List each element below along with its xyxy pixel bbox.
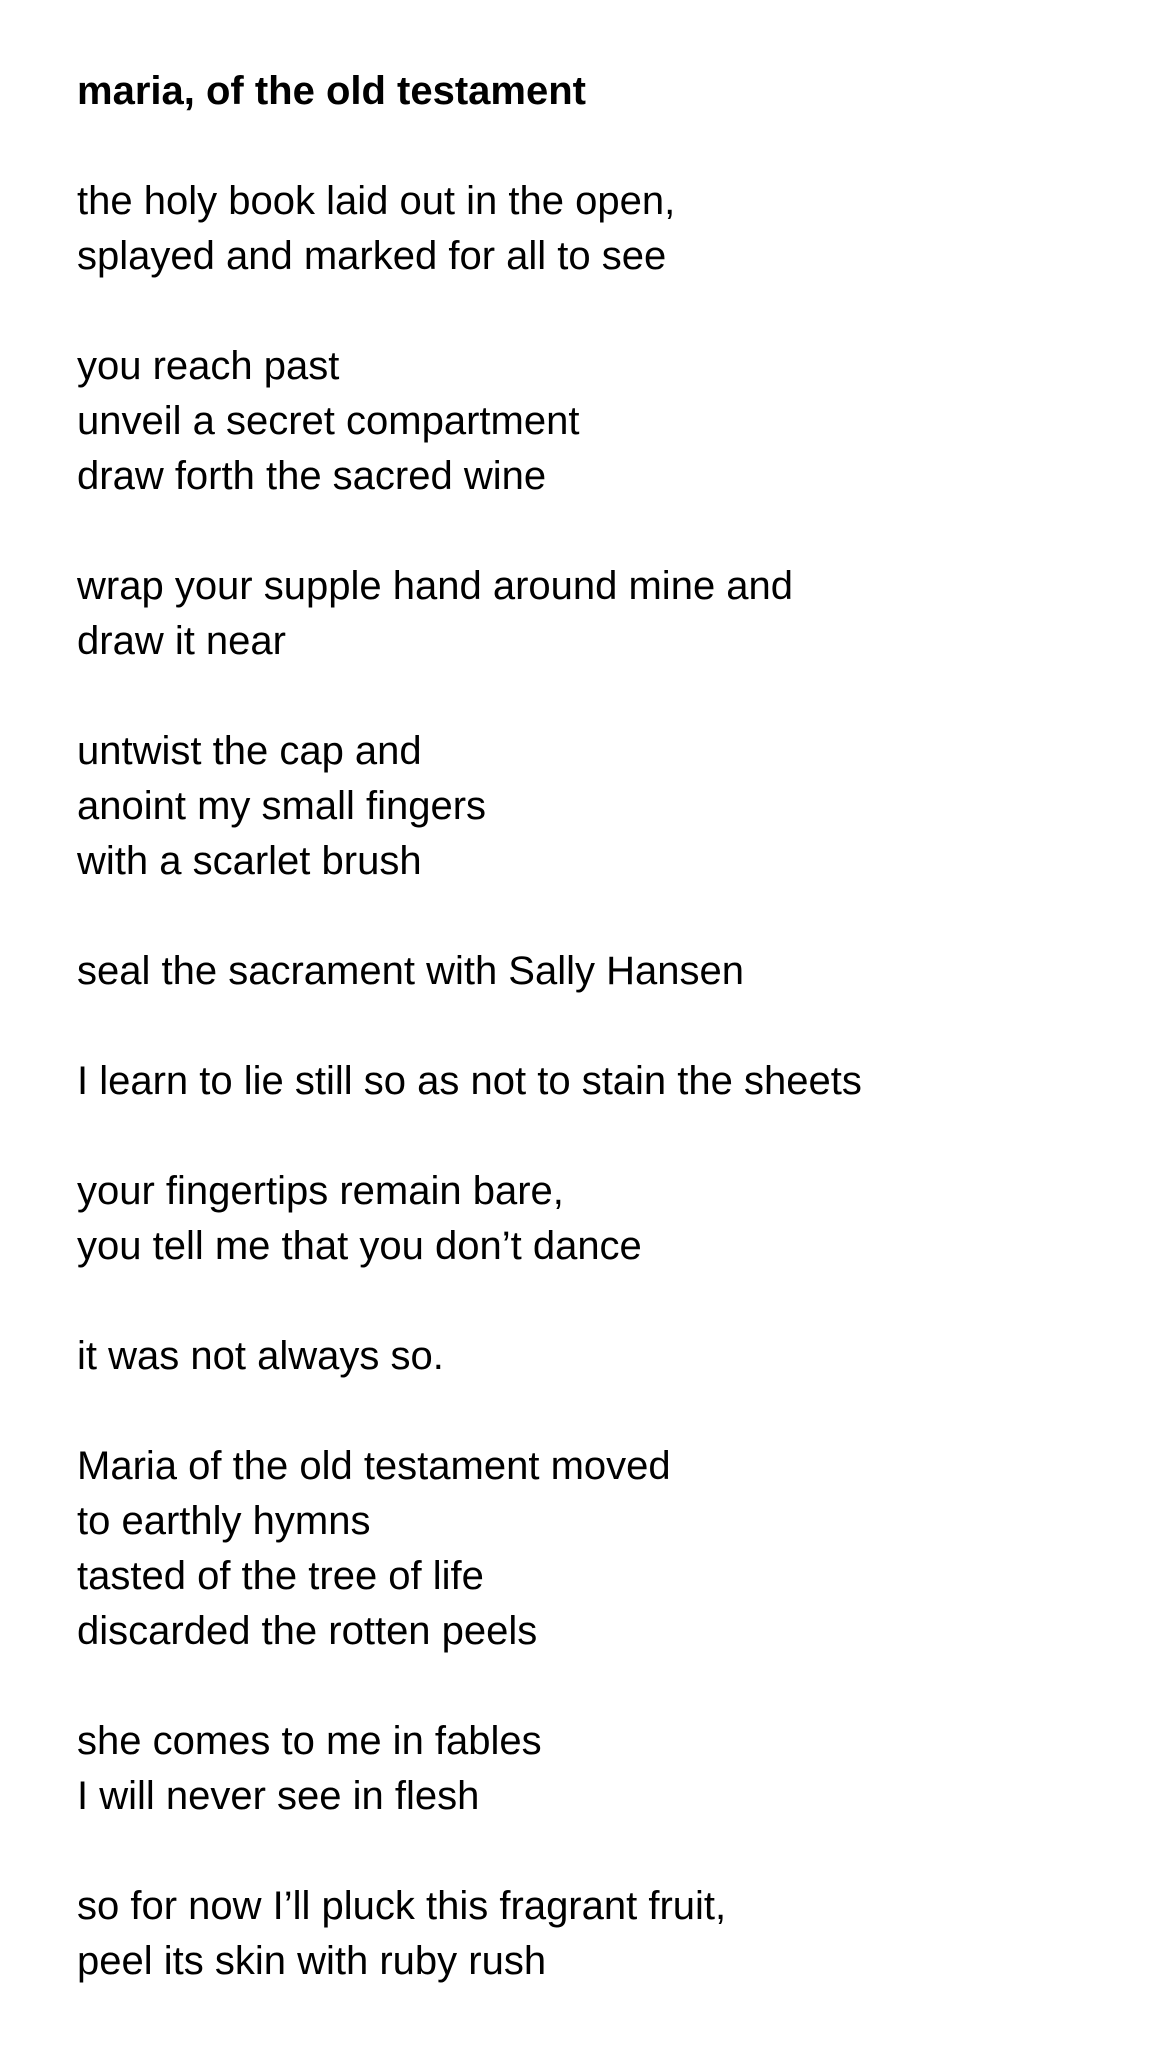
poem-line: anoint my small fingers — [77, 784, 487, 828]
stanza — [77, 559, 1077, 669]
stanza — [77, 944, 1077, 999]
poem-line: wrap your supple hand around mine and — [77, 564, 794, 608]
poem-line: the holy book laid out in the open, — [77, 179, 676, 223]
poem-line: splayed and marked for all to see — [77, 234, 667, 278]
stanza — [77, 339, 1077, 504]
stanza — [77, 174, 1077, 284]
poem-line: to earthly hymns — [77, 1499, 371, 1543]
poem-title: maria, of the old testament — [77, 69, 586, 113]
stanza — [77, 724, 1077, 889]
poem-line: you reach past — [77, 344, 340, 388]
poem-line: tasted of the tree of life — [77, 1554, 484, 1598]
poem-line: unveil a secret compartment — [77, 399, 580, 443]
poem-line: it was not always so. — [77, 1334, 444, 1378]
stanza — [77, 1054, 1077, 1109]
poem-line: your fingertips remain bare, — [77, 1169, 564, 1213]
poem-line: so for now I’ll pluck this fragrant fruit, — [77, 1884, 727, 1928]
poem-line: seal the sacrament with Sally Hansen — [77, 949, 744, 993]
poem-line: I will never see in flesh — [77, 1774, 480, 1818]
poem-line: draw forth the sacred wine — [77, 454, 547, 498]
poem-line: draw it near — [77, 619, 286, 663]
poem-line: I learn to lie still so as not to stain the sheets — [77, 1059, 862, 1103]
poem-line: with a scarlet brush — [77, 839, 422, 883]
poem — [77, 64, 1077, 2044]
stanza — [77, 1879, 1077, 1989]
poem-line: discarded the rotten peels — [77, 1609, 538, 1653]
stanza — [77, 1329, 1077, 1384]
poem-line: peel its skin with ruby rush — [77, 1939, 547, 1983]
stanza — [77, 1439, 1077, 1659]
poem-line: she comes to me in fables — [77, 1719, 542, 1763]
poem-line: Maria of the old testament moved — [77, 1444, 671, 1488]
stanza — [77, 1164, 1077, 1274]
stanza — [77, 1714, 1077, 1824]
poem-line: untwist the cap and — [77, 729, 422, 773]
poem-line: you tell me that you don’t dance — [77, 1224, 642, 1268]
